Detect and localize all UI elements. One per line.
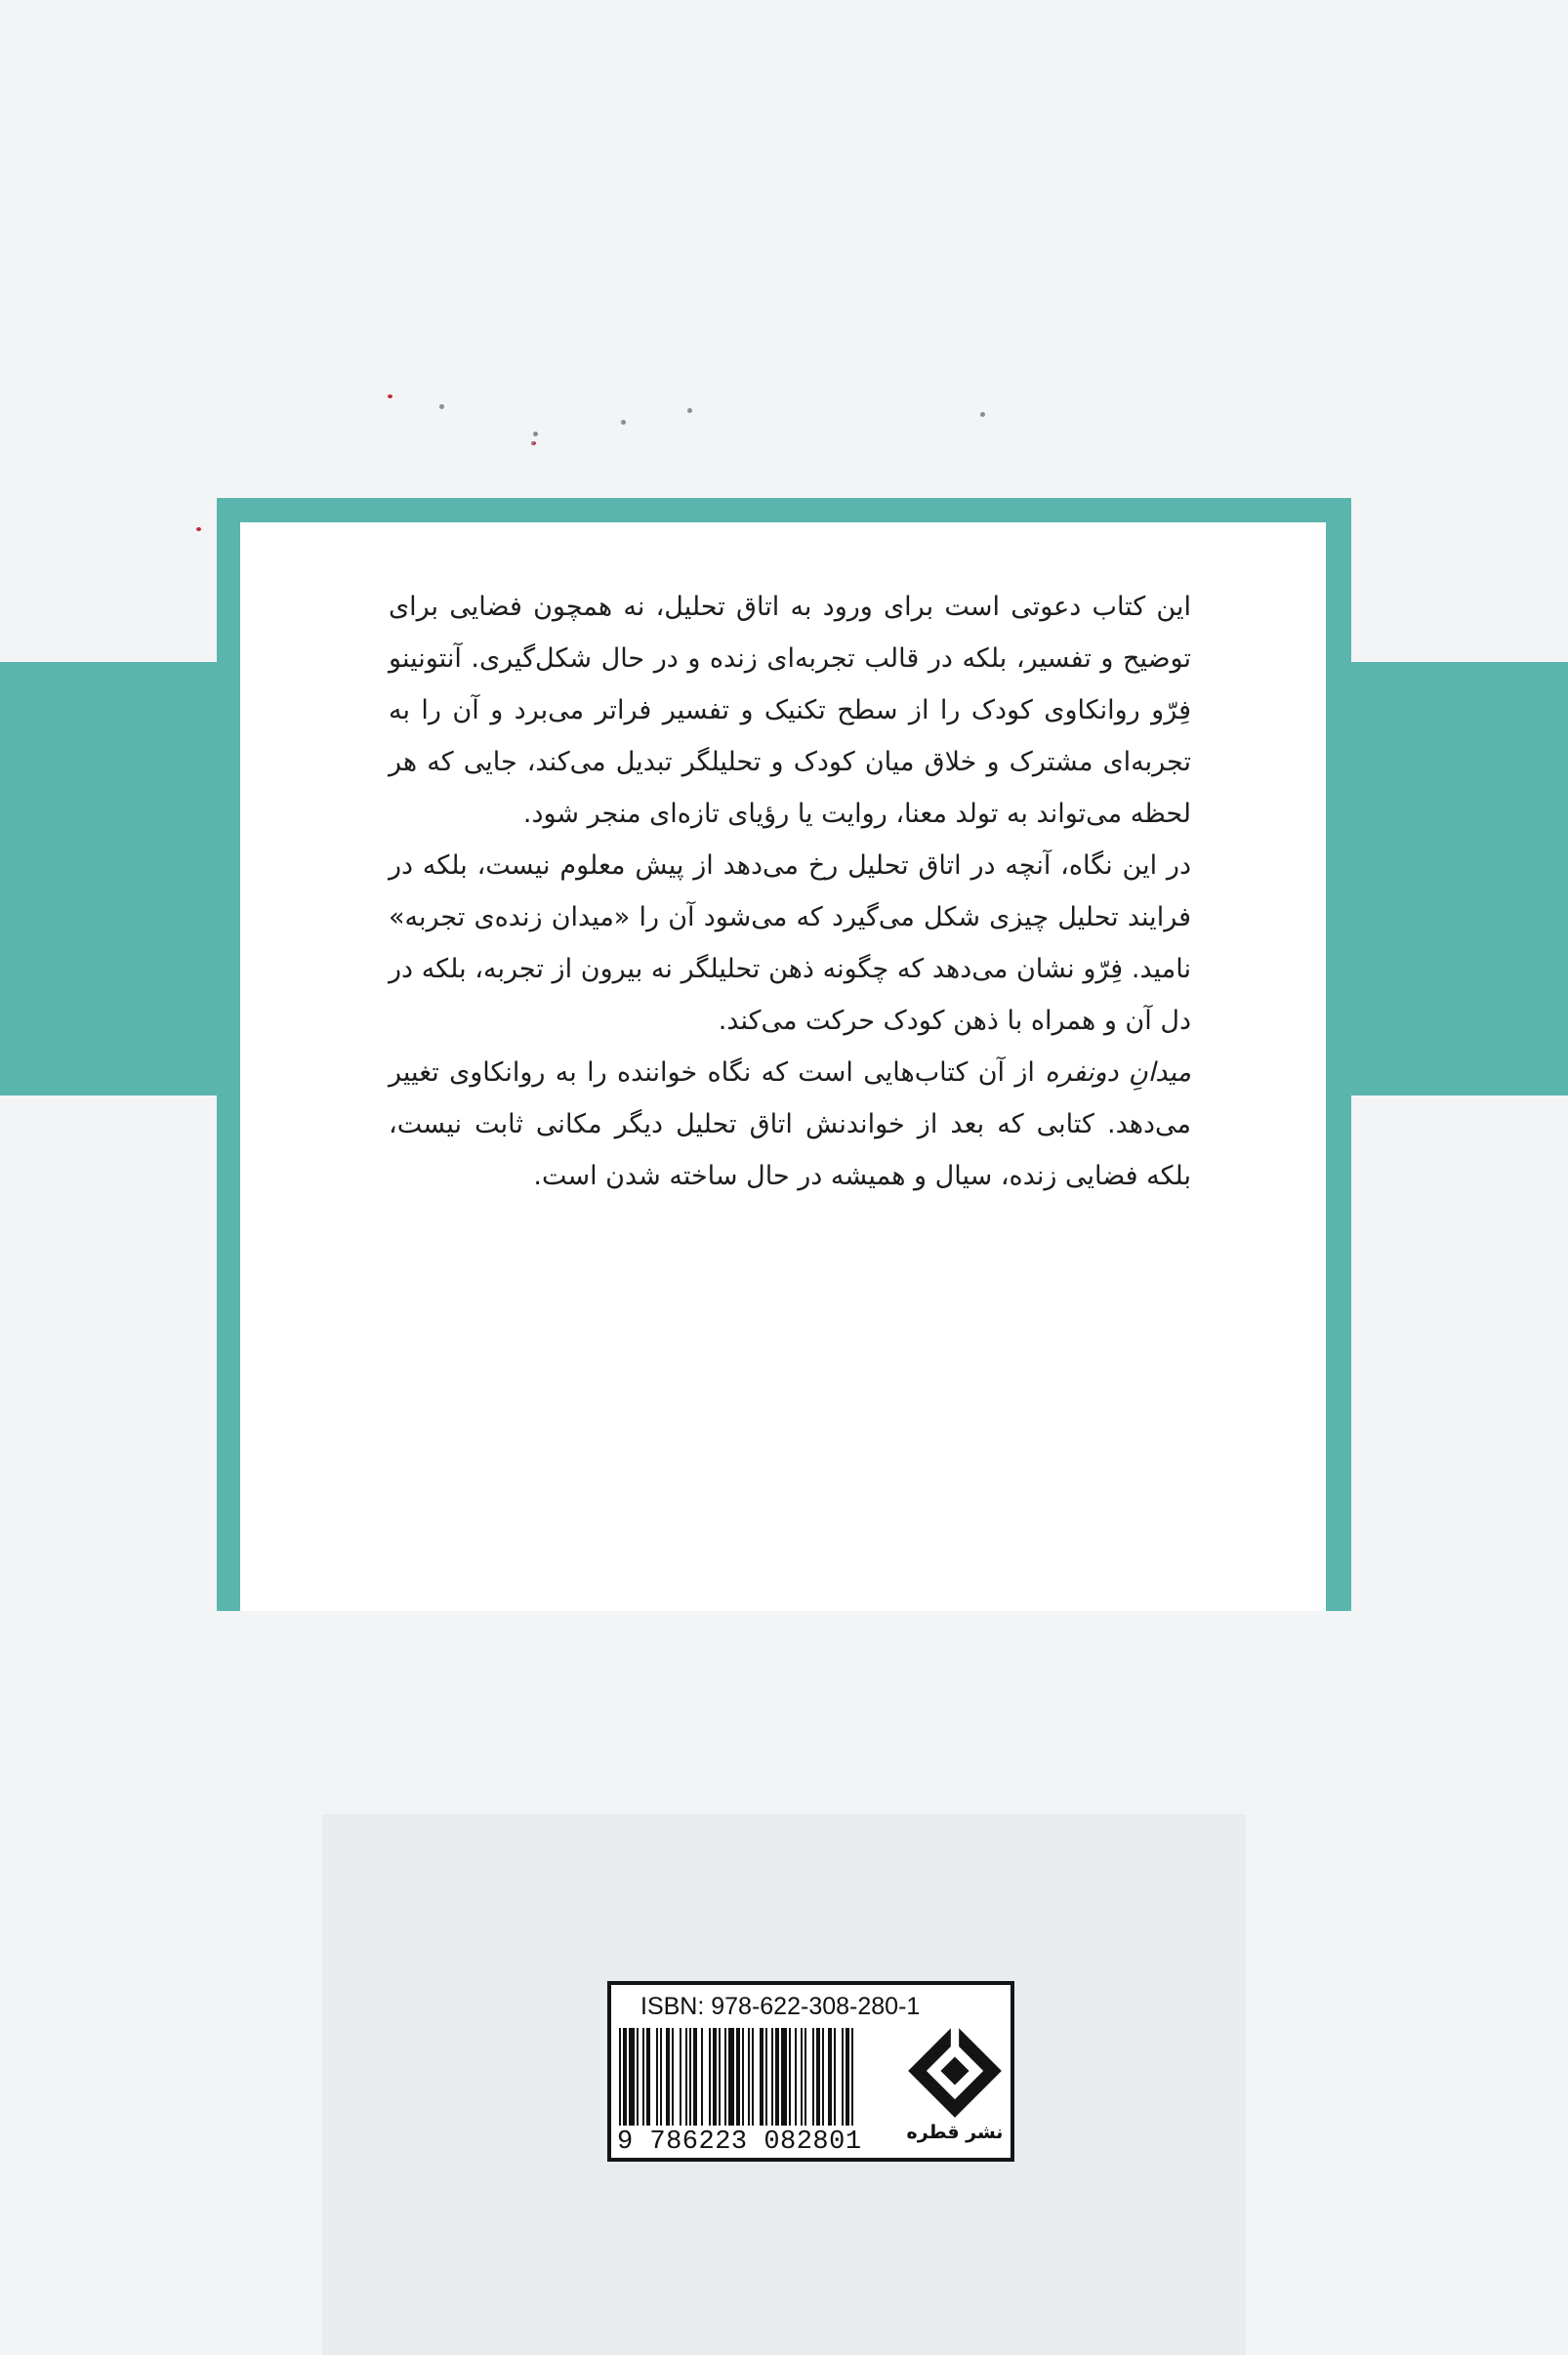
print-speck [533, 432, 538, 436]
blurb-panel [240, 522, 1326, 1611]
print-speck [687, 408, 692, 413]
print-speck [621, 420, 626, 425]
print-speck [980, 412, 985, 417]
teal-side-band-right [1347, 662, 1568, 1095]
isbn-label: ISBN: 978-622-308-280-1 [640, 1993, 921, 2020]
barcode-digits: 9 786223 082801 [617, 2128, 862, 2157]
print-speck [531, 441, 534, 444]
blurb-paragraph-3 [389, 1047, 1191, 1202]
publisher-logo-icon [904, 2020, 1006, 2122]
print-speck [388, 394, 392, 398]
teal-side-band-left [0, 662, 221, 1095]
blurb-text [389, 581, 1191, 1202]
barcode-icon [619, 2028, 898, 2126]
blurb-paragraph-3-rest: از آن کتاب‌هایی است که نگاه خواننده را به روانکاوی تغییر می‌دهد. کتابی که بعد از خواندنش اتاق تحلیل دیگر مکانی ثابت نیست، بلکه فضایی زنده، سیال و همیشه در حال ساخته شدن است. [389, 1057, 1191, 1191]
book-title-italic: میدانِ دونفره [1045, 1057, 1191, 1088]
blurb-paragraph-1: این کتاب دعوتی است برای ورود به اتاق تحلیل، نه همچون فضایی برای توضیح و تفسیر، بلکه در قالب تجربه‌ای زنده و در حال شکل‌گیری. آنتونینو فِرّو روانکاوی کودک را از سطح تکنیک و تفسیر فراتر می‌برد و آن را به تجربه‌ای مشترک و خلاق میان کودک و تحلیلگر تبدیل می‌کند، جایی که هر لحظه می‌تواند به تولد معنا، روایت یا رؤیای تازه‌ای منجر شود. [389, 592, 1191, 829]
print-speck [196, 527, 201, 531]
publisher-name: نشر قطره [906, 2122, 1004, 2143]
blurb-paragraph-2: در این نگاه، آنچه در اتاق تحلیل رخ می‌دهد از پیش معلوم نیست، بلکه در فرایند تحلیل چیزی شکل می‌گیرد که می‌شود آن را «میدان زنده‌ی تجربه» نامید. فِرّو نشان می‌دهد که چگونه ذهن تحلیلگر نه بیرون از تجربه، بلکه در دل آن و همراه با ذهن کودک حرکت می‌کند. [389, 850, 1191, 1036]
isbn-barcode-box [607, 1981, 1014, 2162]
print-speck [439, 404, 444, 409]
